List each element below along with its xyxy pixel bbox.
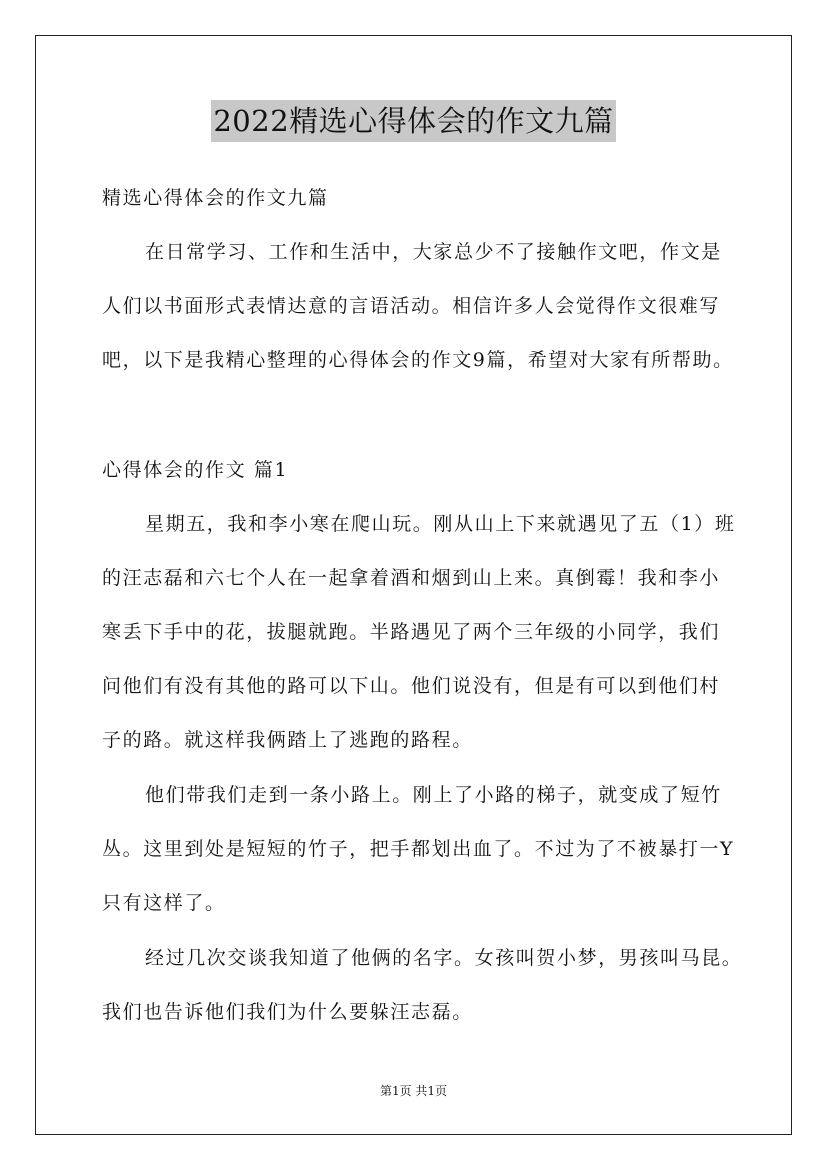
paragraph-line: 寒丢下手中的花，拔腿就跑。半路遇见了两个三年级的小同学，我们 [102,621,721,643]
paragraph-line: 丛。这里到处是短短的竹子，把手都划出血了。不过为了不被暴打一Y [102,838,735,860]
intro-line: 吧，以下是我精心整理的心得体会的作文9篇，希望对大家有所帮助。 [102,349,734,371]
section-heading: 心得体会的作文 篇1 [102,459,289,481]
paragraph-line: 我们也告诉他们我们为什么要躲汪志磊。 [102,1001,473,1023]
subtitle: 精选心得体会的作文九篇 [102,187,329,209]
page-footer: 第1页 共1页 [379,1084,448,1098]
intro-line: 在日常学习、工作和生活中，大家总少不了接触作文吧，作文是 [145,241,722,263]
document-title: 2022精选心得体会的作文九篇 [211,100,615,142]
paragraph-line: 子的路。就这样我俩踏上了逃跑的路程。 [102,729,473,751]
paragraph-line: 只有这样了。 [102,892,226,914]
paragraph-line: 问他们有没有其他的路可以下山。他们说没有，但是有可以到他们村 [102,675,721,697]
intro-line: 人们以书面形式表情达意的言语活动。相信许多人会觉得作文很难写 [102,295,721,317]
paragraph-line: 他们带我们走到一条小路上。刚上了小路的梯子，就变成了短竹 [145,784,722,806]
paragraph-line: 星期五，我和李小寒在爬山玩。刚从山上下来就遇见了五（1）班 [145,513,736,535]
paragraph-line: 的汪志磊和六七个人在一起拿着酒和烟到山上来。真倒霉！我和李小 [102,567,721,589]
paragraph-line: 经过几次交谈我知道了他俩的名字。女孩叫贺小梦，男孩叫马昆。 [145,947,743,969]
title-container [0,100,827,142]
